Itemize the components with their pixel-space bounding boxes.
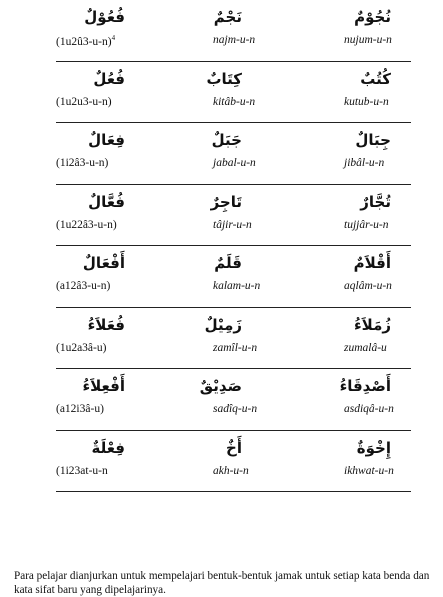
pattern-transliteration: (a12i3â-u): [56, 403, 104, 415]
pattern-arabic: فُعَلاَءُ: [87, 315, 125, 334]
singular-arabic: زَمِيْلٌ: [204, 315, 242, 334]
singular-transliteration: zamîl-u-n: [213, 341, 258, 354]
singular-arabic: أَخٌ: [226, 438, 242, 457]
pattern-transliteration: (1i2â3-u-n): [56, 157, 109, 169]
pattern-arabic: فِعَالٌ: [88, 131, 125, 149]
pattern-arabic: أَفْعِلاَءُ: [82, 377, 125, 395]
plural-transliteration: jibâl-u-n: [344, 157, 385, 169]
singular-transliteration: sadîq-u-n: [213, 403, 258, 415]
plural-arabic: زُمَلاَءُ: [354, 315, 391, 334]
singular-transliteration: najm-u-n: [213, 34, 256, 46]
table-row: [56, 369, 411, 431]
plural-transliteration: ikhwat-u-n: [344, 464, 394, 477]
plural-transliteration: zumalâ-u: [344, 341, 387, 354]
plural-transliteration: nujum-u-n: [344, 34, 392, 46]
table-row: [56, 185, 411, 247]
table-row: [56, 62, 411, 124]
plural-arabic: أَصْدِقَاءُ: [339, 377, 391, 395]
plural-transliteration: tujjâr-u-n: [344, 218, 389, 231]
singular-arabic: نَجْمٌ: [213, 8, 242, 26]
table-row: [56, 123, 411, 185]
plural-arabic: نُجُوْمٌ: [354, 8, 391, 26]
plural-arabic: كُتُبٌ: [360, 69, 391, 88]
singular-arabic: صَدِيْقٌ: [199, 377, 242, 395]
pattern-transliteration: (1u22â3-u-n): [56, 218, 117, 231]
pattern-arabic: فُعُلٌ: [93, 69, 125, 88]
pattern-transliteration: (1u2u3-u-n): [56, 95, 112, 108]
footnote-marker: 4: [111, 34, 116, 42]
table-row: [56, 246, 411, 308]
plural-transliteration: aqlâm-u-n: [344, 280, 392, 292]
plural-arabic: إِخْوَةٌ: [356, 438, 391, 457]
singular-transliteration: akh-u-n: [213, 464, 249, 477]
singular-transliteration: kalam-u-n: [213, 280, 261, 292]
pattern-transliteration: (1i23at-u-n: [56, 464, 108, 477]
pattern-arabic: فُعُوْلٌ: [84, 8, 125, 26]
plural-transliteration: kutub-u-n: [344, 95, 389, 108]
singular-arabic: قَلَمٌ: [214, 254, 242, 272]
plural-arabic: جِبَالٌ: [355, 131, 391, 149]
table-row: [56, 0, 411, 62]
singular-arabic: جَبَلٌ: [211, 131, 242, 149]
plural-patterns-table: [56, 0, 411, 492]
pattern-arabic: فُعَّالٌ: [88, 192, 125, 211]
plural-arabic: أَقْلاَمٌ: [353, 254, 391, 272]
pattern-arabic: أَفْعَالٌ: [82, 254, 125, 272]
pattern-transliteration: (a12â3-u-n): [56, 280, 111, 292]
pattern-arabic: فِعْلَةٌ: [91, 438, 125, 457]
singular-transliteration: jabal-u-n: [213, 157, 256, 169]
plural-transliteration: asdiqâ-u-n: [344, 403, 394, 415]
footer-note: Para pelajar dianjurkan untuk mempelajari bentuk-bentuk jamak untuk setiap kata benda dan kata sifat baru yang dipelajarinya.: [14, 570, 430, 597]
table-row: [56, 431, 411, 493]
table-row: [56, 308, 411, 370]
singular-transliteration: kitâb-u-n: [213, 95, 256, 108]
singular-arabic: تَاجِرٌ: [210, 192, 242, 211]
pattern-transliteration: (1u2û3-u-n)$^4$: [56, 34, 116, 48]
singular-arabic: كِتَابٌ: [206, 69, 242, 88]
singular-transliteration: tâjir-u-n: [213, 218, 252, 231]
pattern-transliteration: (1u2a3â-u): [56, 341, 107, 354]
plural-arabic: تُجَّارٌ: [360, 192, 391, 211]
